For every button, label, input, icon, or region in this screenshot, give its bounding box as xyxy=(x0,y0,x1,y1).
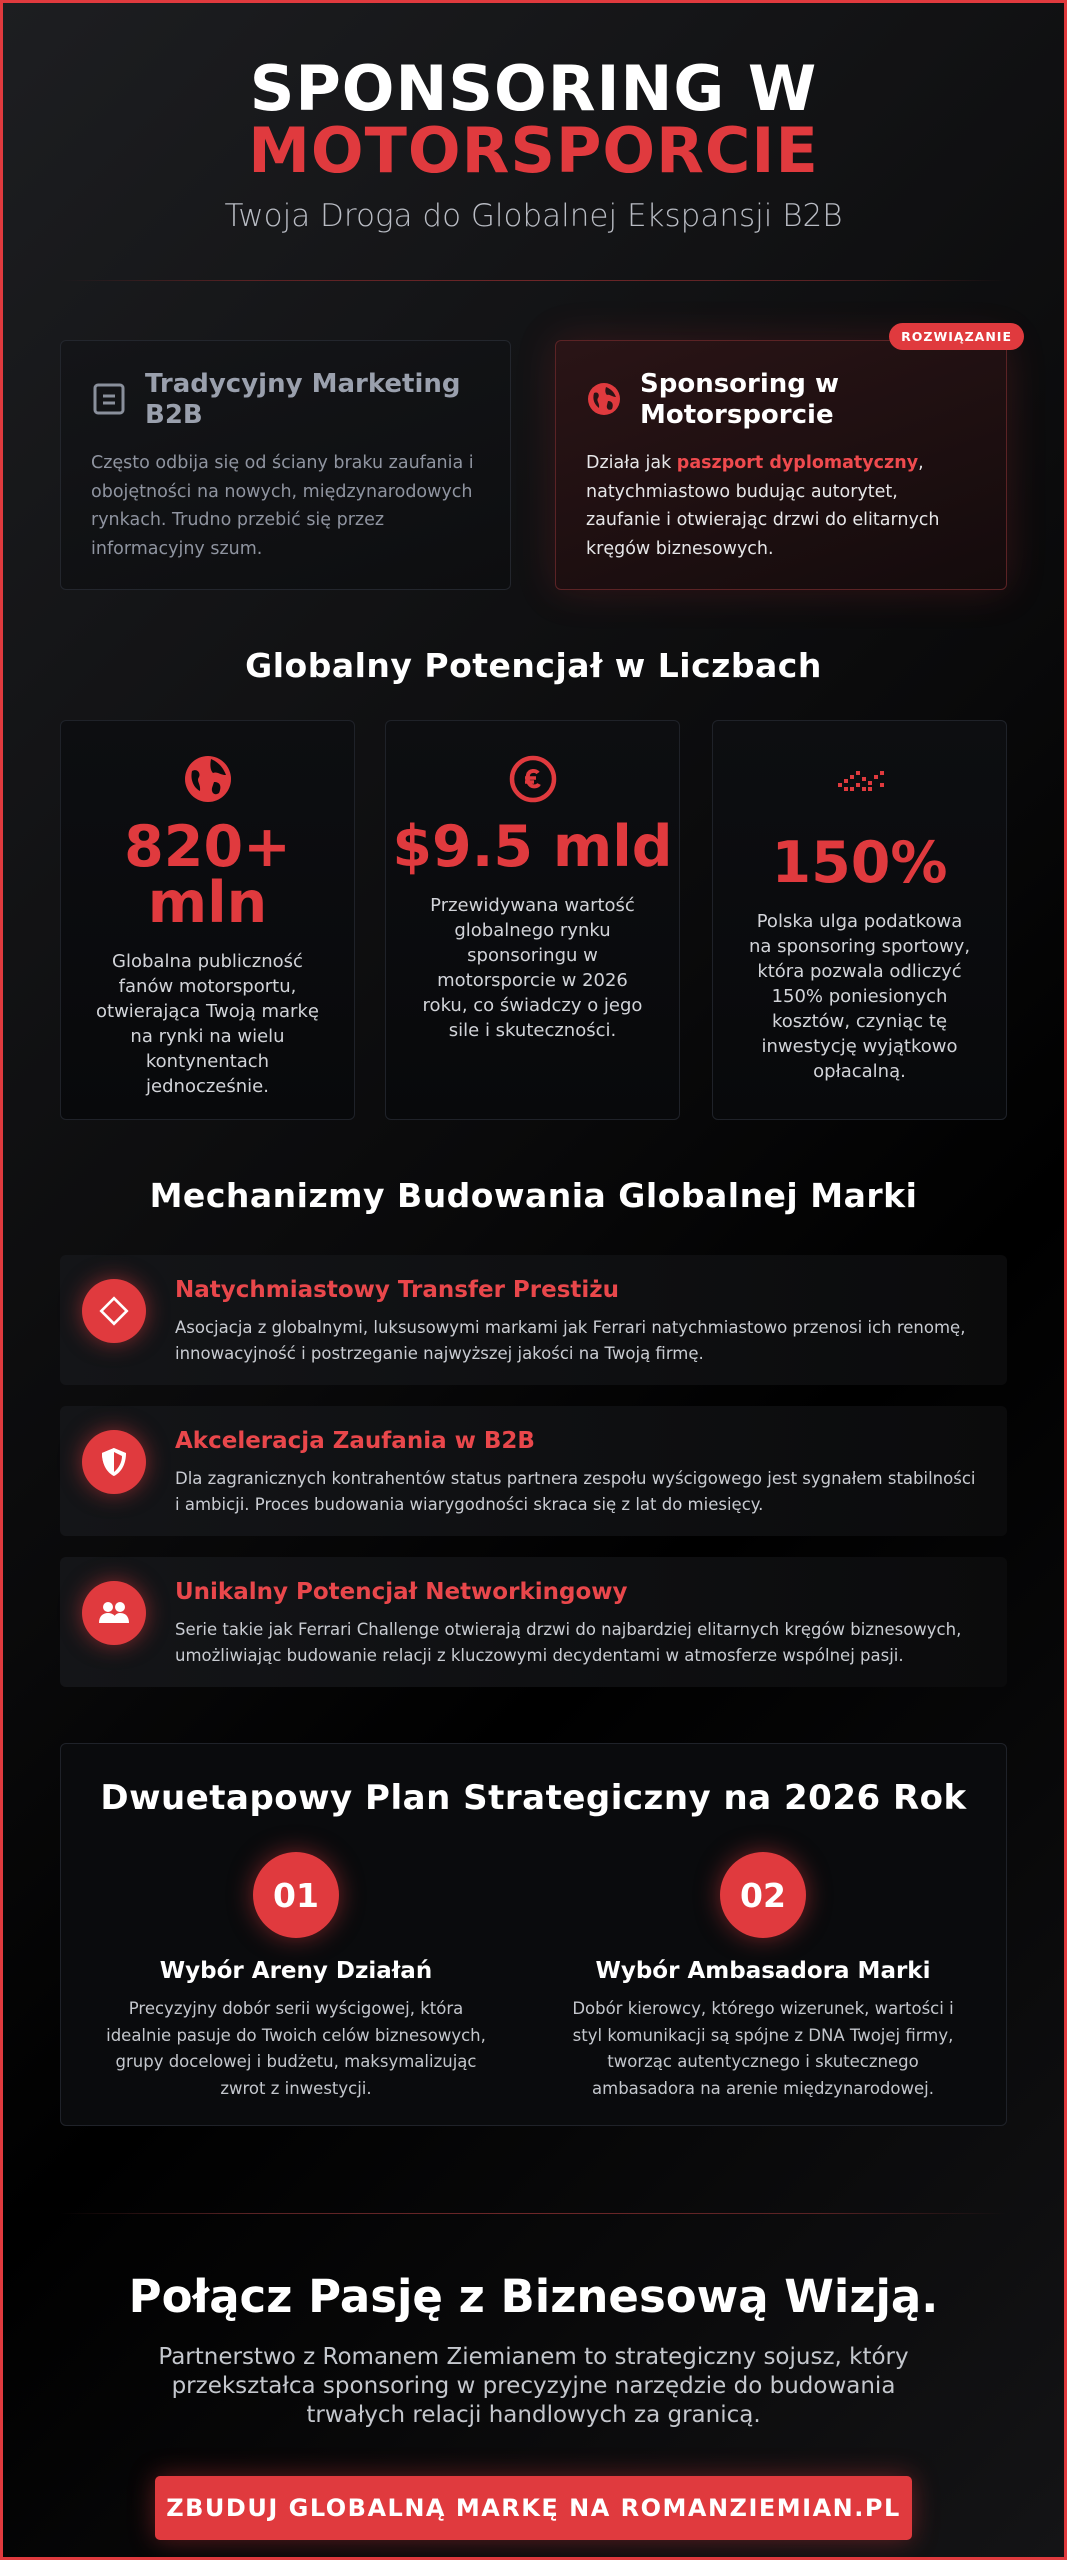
diamond-icon xyxy=(82,1279,146,1343)
comparison-section xyxy=(60,329,1012,590)
cta-button[interactable]: ZBUDUJ GLOBALNĄ MARKĘ NA ROMANZIEMIAN.PL xyxy=(155,2476,912,2540)
cta-text: Partnerstwo z Romanem Ziemianem to strategiczny sojusz, który przekształca sponsoring w precyzyjne narzędzie do budowania trwałych relacji handlowych za granicą. xyxy=(158,2344,909,2428)
mechanism-text: Dla zagranicznych kontrahentów status partnera zespołu wyścigowego jest sygnałem stabilności i ambicji. Proces budowania wiarygodności skraca się z lat do miesięcy. xyxy=(175,1469,976,1514)
mechanism-text: Asocjacja z globalnymi, luksusowymi markami jak Ferrari natychmiastowo przenosi ich renomę, innowacyjność i postrzeganie najwyższej jakości na Twoją firmę. xyxy=(175,1318,966,1363)
page-title xyxy=(60,52,1007,187)
card-title: Tradycyjny Marketing B2B xyxy=(145,369,461,430)
highlight-text: paszport dyplomatyczny xyxy=(676,453,919,473)
title-line-1: SPONSORING W xyxy=(249,52,818,125)
mechanism-item xyxy=(60,1406,1007,1536)
stats-section xyxy=(60,720,1007,1120)
stat-description: Przewidywana wartość globalnego rynku sponsoringu w motorsporcie w 2026 roku, co świadczy o jego sile i skuteczności. xyxy=(422,895,643,1041)
stats-title: Globalny Potencjał w Liczbach xyxy=(245,646,822,685)
step-title: Wybór Ambasadora Marki xyxy=(595,1958,931,1984)
stat-card xyxy=(60,720,355,1120)
globe-icon xyxy=(586,381,622,417)
plan-title: Dwuetapowy Plan Strategiczny na 2026 Rok xyxy=(100,1778,967,1818)
mechanism-title: Akceleracja Zaufania w B2B xyxy=(175,1428,535,1454)
cta-section xyxy=(60,2230,1007,2540)
page-subtitle: Twoja Droga do Globalnej Ekspansji B2B xyxy=(224,198,843,234)
stat-description: Globalna publiczność fanów motorsportu, otwierająca Twoją markę na rynki na wielu kontynentach jednocześnie. xyxy=(96,951,319,1097)
mechanism-title: Natychmiastowy Transfer Prestiżu xyxy=(175,1277,620,1303)
strategic-plan-section xyxy=(60,1743,1007,2126)
step-number: 01 xyxy=(253,1852,339,1938)
stat-value: 150% xyxy=(771,830,948,896)
page-container xyxy=(60,0,1012,2522)
step-text: Dobór kierowcy, którego wizerunek, wartości i styl komunikacji są spójne z DNA Twojej firmy, tworząc autentycznego i skutecznego ambasadora na arenie międzynarodowej. xyxy=(572,1999,954,2098)
mechanisms-title: Mechanizmy Budowania Globalnej Marki xyxy=(149,1176,918,1215)
globe-icon xyxy=(182,753,234,805)
stat-value: $9.5 mld xyxy=(392,814,673,880)
traditional-marketing-card xyxy=(60,340,511,590)
shield-check-icon xyxy=(82,1430,146,1494)
divider xyxy=(60,280,1007,281)
cta-title: Połącz Pasję z Biznesową Wizją. xyxy=(128,2270,939,2323)
stat-card xyxy=(712,720,1007,1120)
stat-description: Polska ulga podatkowa na sponsoring sportowy, która pozwala odliczyć 150% poniesionych kosztów, czyniąc tę inwestycję wyjątkowo opłacalną. xyxy=(748,911,971,1082)
solution-badge: ROZWIĄZANIE xyxy=(889,323,1024,350)
plan-step xyxy=(81,1852,511,2102)
chart-dots-icon xyxy=(834,753,886,805)
plan-step xyxy=(548,1852,978,2102)
title-line-2: MOTORSPORCIE xyxy=(248,114,819,187)
document-icon xyxy=(91,381,127,417)
mechanism-item xyxy=(60,1255,1007,1385)
step-text: Precyzyjny dobór serii wyścigowej, która idealnie pasuje do Twoich celów biznesowych, grupy docelowej i budżetu, maksymalizując zwrot z inwestycji. xyxy=(106,1999,486,2098)
card-text: Często odbija się od ściany braku zaufania i obojętności na nowych, międzynarodowych rynkach. Trudno przebić się przez informacyjny szum. xyxy=(91,453,474,559)
card-text xyxy=(586,449,976,563)
people-icon xyxy=(82,1581,146,1645)
step-title: Wybór Areny Działań xyxy=(159,1958,433,1984)
divider xyxy=(60,2213,1007,2214)
hero-header xyxy=(60,0,1007,234)
coin-icon xyxy=(507,753,559,805)
text-part: Działa jak xyxy=(586,453,677,473)
stat-value: 820+ mln xyxy=(124,814,291,936)
mechanism-text: Serie takie jak Ferrari Challenge otwierają drzwi do najbardziej elitarnych kręgów biznesowych, umożliwiając budowanie relacji z kluczowymi decydentami w atmosferze wspólnej pasji. xyxy=(175,1620,962,1665)
step-number: 02 xyxy=(720,1852,806,1938)
card-title: Sponsoring w Motorsporcie xyxy=(640,369,839,430)
mechanism-title: Unikalny Potencjał Networkingowy xyxy=(175,1579,628,1605)
mechanism-item xyxy=(60,1557,1007,1687)
motorsport-sponsoring-card xyxy=(555,329,1012,590)
text-part: , natychmiastowo budując autorytet, zaufanie i otwierając drzwi do elitarnych kręgów biznesowych. xyxy=(586,453,940,559)
stat-card xyxy=(385,720,680,1120)
